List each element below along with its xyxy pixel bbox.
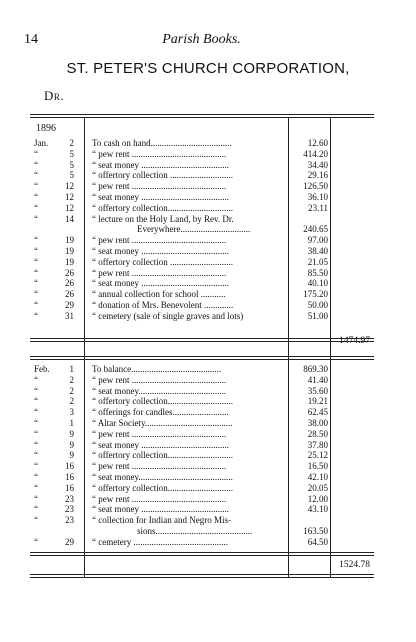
entry-amount: 34.40 — [307, 159, 328, 170]
entry-month: “ — [34, 191, 38, 202]
entry-amount: 12.00 — [307, 493, 328, 504]
ledger-entry-row — [30, 289, 374, 300]
ledger-entry-row — [30, 407, 374, 418]
ledger-entry-row — [30, 483, 374, 494]
entry-day: 16 — [65, 471, 74, 482]
entry-amount: 42.10 — [307, 471, 328, 482]
section-total: 1524.78 — [339, 559, 370, 570]
entry-description: “ offertory collection ............................ — [92, 170, 234, 181]
entry-amount: 163.50 — [303, 525, 328, 536]
entry-month: “ — [34, 202, 38, 213]
entry-description: “ seat money ....................................... — [92, 278, 229, 289]
entry-amount: 38.40 — [307, 245, 328, 256]
entry-amount: 51.00 — [307, 310, 328, 321]
entry-month: “ — [34, 256, 38, 267]
entry-day: 9 — [69, 450, 74, 461]
entry-month: “ — [34, 407, 38, 418]
entry-description: “ offertory collection ............................ — [92, 256, 234, 267]
ledger-entry-row — [30, 537, 374, 548]
entry-day: 23 — [65, 493, 74, 504]
entry-description: “ offertory collection............................. — [92, 450, 234, 461]
entry-day: 14 — [65, 213, 74, 224]
entry-day: 29 — [65, 299, 74, 310]
ledger-table — [30, 114, 374, 580]
ledger-entry-row — [30, 461, 374, 472]
entry-month: “ — [34, 515, 38, 526]
entry-amount: 21.05 — [307, 256, 328, 267]
rule-bottom-double — [30, 577, 374, 578]
entry-amount: 38.00 — [307, 417, 328, 428]
entry-month: Feb. — [34, 364, 50, 374]
running-header — [24, 32, 379, 50]
entry-amount: 97.00 — [307, 235, 328, 246]
entry-description: To cash on hand.................................... — [92, 138, 232, 148]
ledger-entry-row — [30, 364, 374, 375]
entry-day: 19 — [65, 245, 74, 256]
ledger-entry-row — [30, 375, 374, 386]
entry-description: “ pew rent .......................................... — [92, 493, 227, 504]
entry-day: 12 — [65, 202, 74, 213]
ledger-entry-row — [30, 418, 374, 429]
entry-month: “ — [34, 299, 38, 310]
entry-description: “ pew rent .......................................... — [92, 181, 227, 192]
entry-amount: 869.30 — [303, 364, 328, 374]
entry-list — [30, 138, 374, 322]
entry-day: 23 — [65, 504, 74, 515]
page-title: ST. PETER'S CHURCH CORPORATION, — [66, 60, 350, 77]
entry-month: “ — [34, 245, 38, 256]
year-row — [30, 124, 374, 138]
entry-month: “ — [34, 278, 38, 289]
page-number: 14 — [24, 32, 38, 47]
entry-description: “ cemetery (sale of single graves and lots) — [92, 310, 244, 321]
ledger-entry-row — [30, 203, 374, 214]
ledger-entry-row — [30, 160, 374, 171]
entry-description: “ seat money ....................................... — [92, 504, 229, 515]
entry-amount: 23.11 — [308, 202, 328, 213]
entry-day: 23 — [65, 515, 74, 526]
ledger-entry-row — [30, 170, 374, 181]
entry-month: “ — [34, 461, 38, 472]
ledger-entry-row — [30, 440, 374, 451]
entry-day: 2 — [69, 138, 74, 148]
entry-day: 19 — [65, 256, 74, 267]
entry-amount: 85.50 — [307, 267, 328, 278]
ledger-entry-row — [30, 504, 374, 515]
ledger-entry-row — [30, 300, 374, 311]
entry-day: 31 — [65, 310, 74, 321]
entry-day: 5 — [69, 148, 74, 159]
entry-month: “ — [34, 267, 38, 278]
entry-description: “ seat money....................................... — [92, 385, 227, 396]
entry-day: 9 — [69, 428, 74, 439]
entry-day: 12 — [65, 181, 74, 192]
entry-month: “ — [34, 396, 38, 407]
rule-section1-bottom-double — [30, 359, 374, 360]
entry-amount: 43.10 — [307, 504, 328, 515]
entry-description: “ pew rent .......................................... — [92, 267, 227, 278]
entry-day: 19 — [65, 235, 74, 246]
entry-day: 12 — [65, 191, 74, 202]
entry-list — [30, 364, 374, 548]
ledger-entry-row — [30, 246, 374, 257]
entry-amount: 126.50 — [303, 181, 328, 192]
ledger-entry-row — [30, 138, 374, 149]
entry-day: 26 — [65, 278, 74, 289]
ledger-entry-row — [30, 235, 374, 246]
debit-label: Dr. — [44, 88, 65, 103]
entry-description: “ pew rent .......................................... — [92, 148, 227, 159]
entry-month: “ — [34, 181, 38, 192]
running-title: Parish Books. — [162, 32, 241, 47]
ledger-section-january — [30, 124, 374, 348]
entry-description: “ seat money ....................................... — [92, 159, 229, 170]
entry-month: “ — [34, 471, 38, 482]
entry-amount: 28.50 — [307, 428, 328, 439]
entry-day: 26 — [65, 267, 74, 278]
rule-bottom — [30, 574, 374, 575]
entry-day: 1 — [69, 417, 74, 428]
entry-amount: 240.65 — [303, 224, 328, 235]
entry-month: “ — [34, 170, 38, 181]
rule-top-double — [30, 117, 374, 118]
total-row — [30, 560, 374, 572]
entry-description: “ seat money ....................................... — [92, 439, 229, 450]
ledger-entry-row — [30, 515, 374, 526]
entry-description: “ pew rent .......................................... — [92, 235, 227, 246]
entry-month: “ — [34, 482, 38, 493]
entry-amount: 40.10 — [307, 278, 328, 289]
entry-description: “ seat money.......................................... — [92, 471, 233, 482]
ledger-entry-row — [30, 472, 374, 483]
rule-top — [30, 114, 374, 115]
entry-amount: 64.50 — [307, 536, 328, 547]
entry-month: “ — [34, 493, 38, 504]
entry-month: Jan. — [34, 138, 49, 148]
entry-amount: 16.50 — [307, 461, 328, 472]
ledger-entry-row — [30, 224, 374, 235]
entry-month: “ — [34, 310, 38, 321]
entry-description: “ pew rent .......................................... — [92, 374, 227, 385]
ledger-entry-row — [30, 149, 374, 160]
entry-day: 1 — [69, 364, 74, 374]
entry-description: “ cemetery .......................................... — [92, 536, 228, 547]
entry-amount: 36.10 — [307, 191, 328, 202]
entry-description: To balance........................................ — [92, 364, 222, 374]
entry-amount: 175.20 — [303, 289, 328, 300]
entry-day: 2 — [69, 396, 74, 407]
entry-month: “ — [34, 289, 38, 300]
entry-month: “ — [34, 536, 38, 547]
entry-description: “ pew rent .......................................... — [92, 461, 227, 472]
entry-description: “ offertory collection............................. — [92, 202, 234, 213]
ledger-entry-row — [30, 494, 374, 505]
entry-day: 5 — [69, 159, 74, 170]
year-label: 1896 — [36, 123, 56, 134]
entry-month: “ — [34, 159, 38, 170]
entry-month: “ — [34, 374, 38, 385]
entry-day: 29 — [65, 536, 74, 547]
entry-description: “ offertory collection............................. — [92, 482, 234, 493]
ledger-entry-row — [30, 257, 374, 268]
ledger-entry-row — [30, 278, 374, 289]
entry-amount: 62.45 — [307, 407, 328, 418]
ledger-entry-row — [30, 386, 374, 397]
entry-description: “ donation of Mrs. Benevolent ............. — [92, 299, 234, 310]
ledger-entry-row — [30, 192, 374, 203]
entry-description: “ Altar Society....................................... — [92, 417, 233, 428]
ledger-entry-row — [30, 396, 374, 407]
entry-description: “ lecture on the Holy Land, by Rev. Dr. — [92, 213, 234, 224]
entry-day: 2 — [69, 374, 74, 385]
entry-amount: 50.00 — [307, 299, 328, 310]
total-row — [30, 336, 374, 348]
rule-section1-bottom — [30, 356, 374, 357]
entry-amount: 25.12 — [307, 450, 328, 461]
entry-month: “ — [34, 213, 38, 224]
entry-description: sions........................................... — [92, 525, 253, 536]
entry-month: “ — [34, 439, 38, 450]
entry-month: “ — [34, 385, 38, 396]
entry-amount: 414.20 — [303, 148, 328, 159]
entry-month: “ — [34, 417, 38, 428]
entry-description: “ seat money ....................................... — [92, 191, 229, 202]
ledger-entry-row — [30, 526, 374, 537]
entry-month: “ — [34, 235, 38, 246]
section-total: 1474.97 — [339, 335, 370, 346]
entry-amount: 19.21 — [307, 396, 328, 407]
entry-day: 3 — [69, 407, 74, 418]
entry-month: “ — [34, 450, 38, 461]
entry-description: “ collection for Indian and Negro Mis- — [92, 515, 231, 526]
entry-amount: 41.40 — [307, 374, 328, 385]
entry-month: “ — [34, 148, 38, 159]
entry-amount: 29.16 — [307, 170, 328, 181]
entry-day: 9 — [69, 439, 74, 450]
entry-month: “ — [34, 504, 38, 515]
entry-description: “ offertory collection............................. — [92, 396, 234, 407]
ledger-entry-row — [30, 429, 374, 440]
entry-amount: 20.05 — [307, 482, 328, 493]
entry-day: 2 — [69, 385, 74, 396]
entry-description: “ offerings for candles......................... — [92, 407, 229, 418]
entry-day: 16 — [65, 461, 74, 472]
entry-amount: 35.60 — [307, 385, 328, 396]
entry-month: “ — [34, 428, 38, 439]
ledger-entry-row — [30, 450, 374, 461]
entry-description: “ seat money ....................................... — [92, 245, 229, 256]
entry-day: 26 — [65, 289, 74, 300]
entry-description: “ annual collection for school ........... — [92, 289, 226, 300]
entry-day: 16 — [65, 482, 74, 493]
ledger-entry-row — [30, 181, 374, 192]
entry-description: Everywhere............................... — [92, 224, 251, 235]
entry-amount: 37.80 — [307, 439, 328, 450]
entry-amount: 12.60 — [307, 138, 328, 148]
ledger-entry-row — [30, 311, 374, 322]
ledger-entry-row — [30, 214, 374, 225]
ledger-section-february — [30, 364, 374, 572]
entry-day: 5 — [69, 170, 74, 181]
ledger-entry-row — [30, 268, 374, 279]
entry-description: “ pew rent .......................................... — [92, 428, 227, 439]
